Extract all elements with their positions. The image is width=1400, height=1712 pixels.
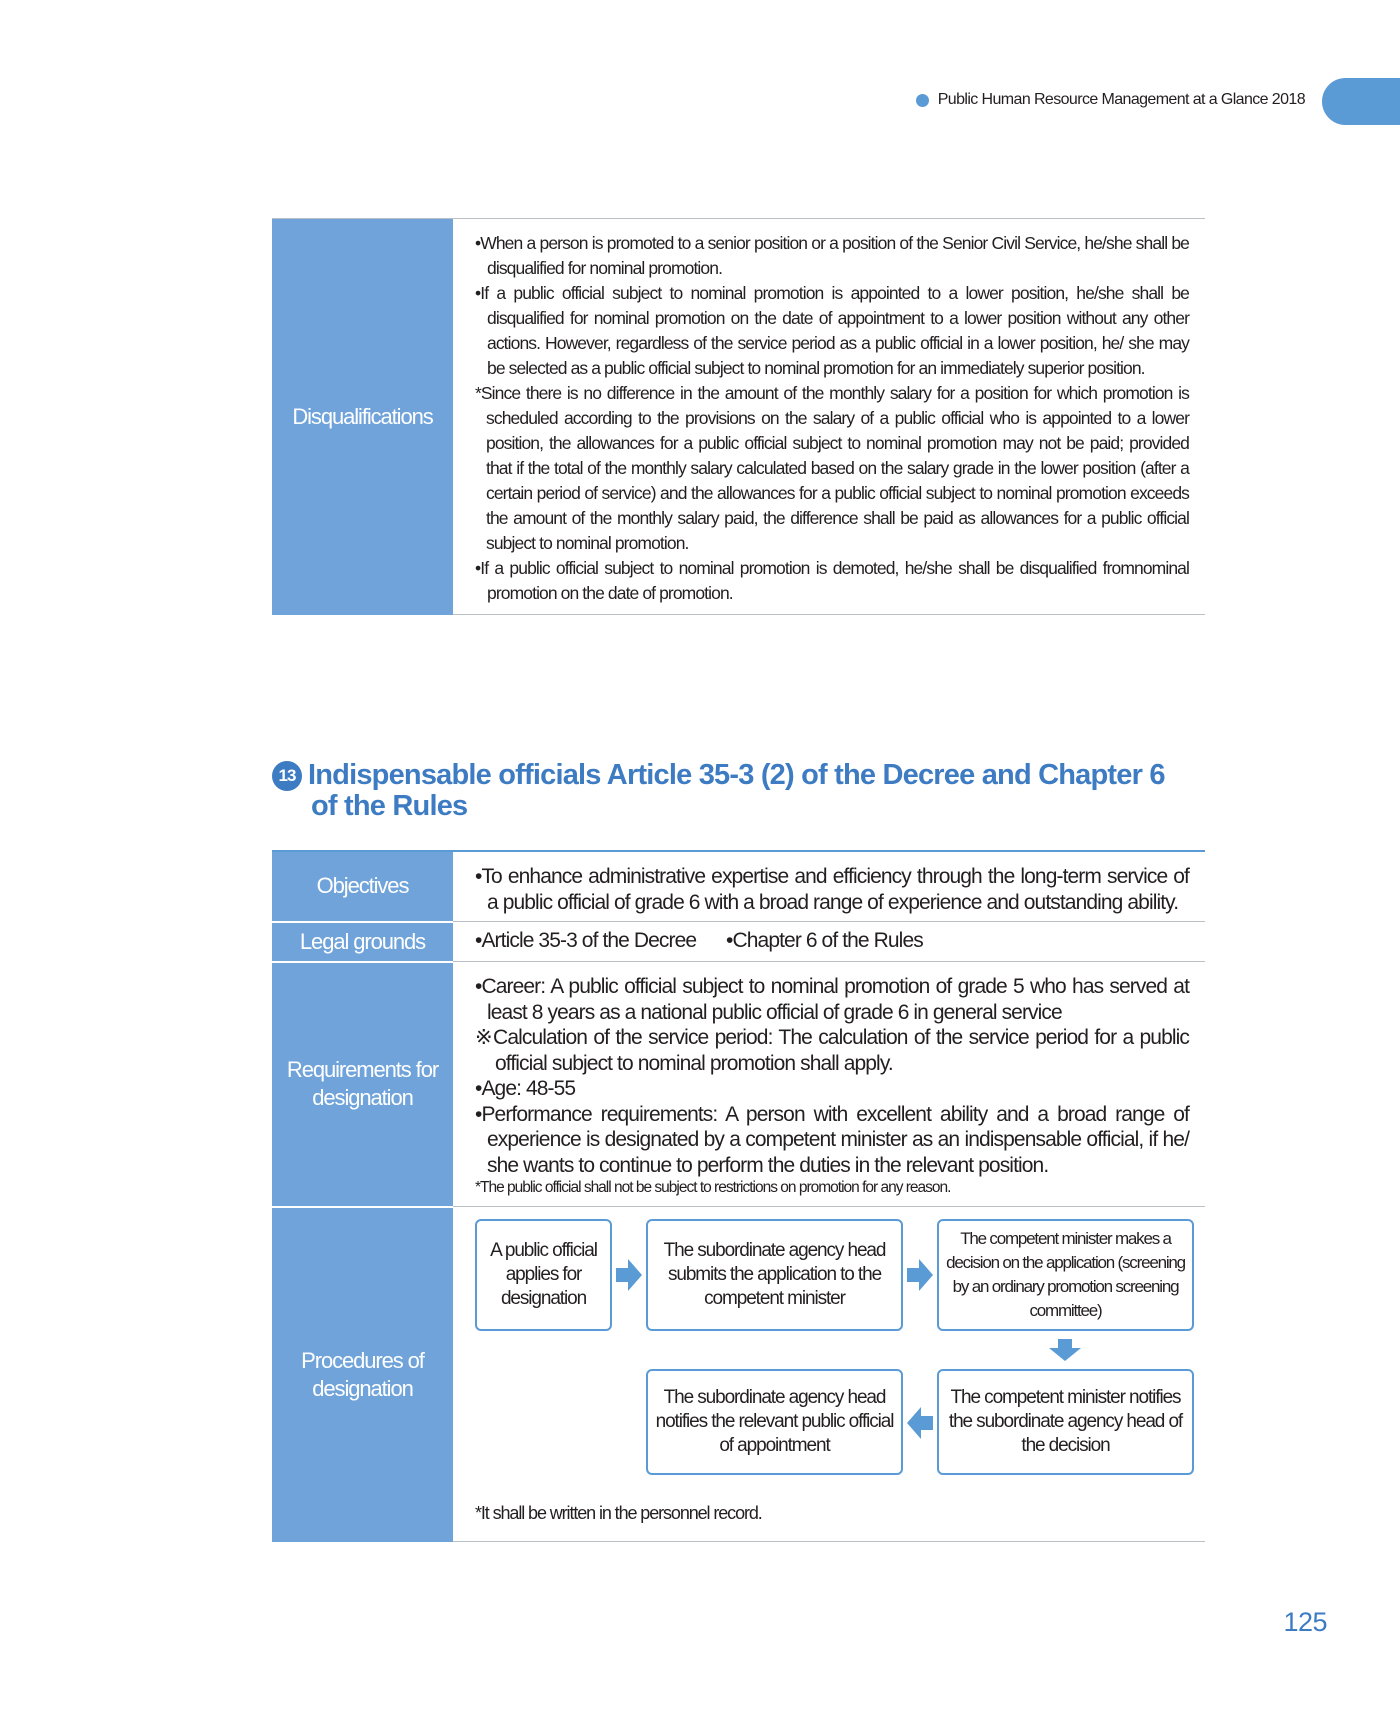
row-label-procedures [272,1207,453,1542]
disqualification-item: •If a public official subject to nominal promotion is demoted, he/she shall be disqualified fromnominal promotion on the date of promotion. [475,558,1189,603]
flow-step-submit: The subordinate agency head submits the application to the competent minister [646,1219,903,1331]
bullet-dot-icon [916,94,929,107]
disqualifications-table [272,218,1205,615]
requirements-label-line1: Requirements for [286,1057,439,1082]
arrow-right-icon [616,1259,642,1291]
requirement-performance: •Performance requirements: A person with excellent ability and a broad range of experience is designated by a competent minister as an indispensable official, if he/ she wants to continue to perform the duties in the relevant position. [475,1102,1189,1177]
indispensable-officials-table [272,850,1205,1542]
section-title-line1: Indispensable officials Article 35-3 (2) of the Decree and Chapter 6 [308,759,1165,791]
requirement-calculation-note: ※Calculation of the service period: The calculation of the service period for a public official subject to nominal promotion shall apply. [475,1026,1189,1075]
disqualification-item: •If a public official subject to nominal promotion is appointed to a lower position, he/she shall be disqualified for nominal promotion on the date of appointment to a lower position without any other actions. However, regardless of the service period as a public official in a lower position, he/ she may be selected as a public official subject to nominal promotion for an immediately superior position. [475,283,1189,378]
row-label-disqualifications: Disqualifications [272,219,453,615]
requirements-content [453,962,1205,1207]
legal-grounds-content [453,922,1205,962]
table-row [272,1207,1205,1542]
disqualification-item: •When a person is promoted to a senior position or a position of the Senior Civil Service, he/she shall be disqualified for nominal promotion. [475,233,1189,278]
table-row [272,851,1205,922]
objectives-content [453,851,1205,922]
flow-step-apply: A public official applies for designation [475,1219,612,1331]
procedures-label-line1: Procedures of [301,1347,424,1373]
running-header [916,91,1305,109]
disqualifications-content [453,219,1205,615]
legal-ground-item: •Article 35-3 of the Decree [475,929,697,952]
row-label-legal-grounds: Legal grounds [272,922,453,962]
table-row [272,922,1205,962]
arrow-down-icon [1049,1339,1081,1361]
requirements-footnote: *The public official shall not be subject to restrictions on promotion for any reason. [475,1179,951,1196]
procedure-flowchart [475,1219,1189,1537]
procedures-label-line2: designation [312,1375,413,1401]
disqualification-note: *Since there is no difference in the amount of the monthly salary for a position for which promotion is scheduled according to the provisions on the salary of a public official who is appointed to a lower position, the allowances for a public official subject to nominal promotion may not be paid; provided that if the total of the monthly salary calculated based on the salary grade in the lower position (after a certain period of service) and the allowances for a public official subject to nominal promotion exceeds the amount of the monthly salary paid, the difference shall be paid as allowances for a public official subject to nominal promotion. [475,383,1189,553]
flow-step-decision: The competent minister makes a decision on the application (screening by an ordinary promotion screening committee) [937,1219,1194,1331]
section-title-line2: of the Rules [311,790,468,822]
procedures-content [453,1207,1205,1542]
table-row [272,962,1205,1207]
procedures-footnote: *It shall be written in the personnel record. [475,1503,762,1523]
running-title: Public Human Resource Management at a Glance 2018 [937,91,1305,108]
requirement-age: •Age: 48-55 [475,1077,576,1100]
row-label-objectives: Objectives [272,851,453,922]
objectives-text: •To enhance administrative expertise and efficiency through the long-term service of a public official of grade 6 with a broad range of experience and outstanding ability. [475,865,1189,914]
chapter-tab [1322,78,1400,125]
page-number: 125 [1283,1607,1327,1637]
legal-ground-item: •Chapter 6 of the Rules [726,929,923,952]
arrow-left-icon [907,1407,933,1439]
table-row [272,219,1205,615]
row-label-requirements [272,962,453,1207]
section-heading [272,760,1212,822]
flow-step-notify-official: The subordinate agency head notifies the relevant public official of appointment [646,1369,903,1475]
arrow-right-icon [907,1259,933,1291]
requirement-career: •Career: A public official subject to nominal promotion of grade 5 who has served at least 8 years as a national public official of grade 6 in general service [475,975,1189,1024]
requirements-label-line2: designation [312,1085,413,1110]
flow-step-notify-agency: The competent minister notifies the subordinate agency head of the decision [937,1369,1194,1475]
section-number-badge: 13 [272,761,302,791]
